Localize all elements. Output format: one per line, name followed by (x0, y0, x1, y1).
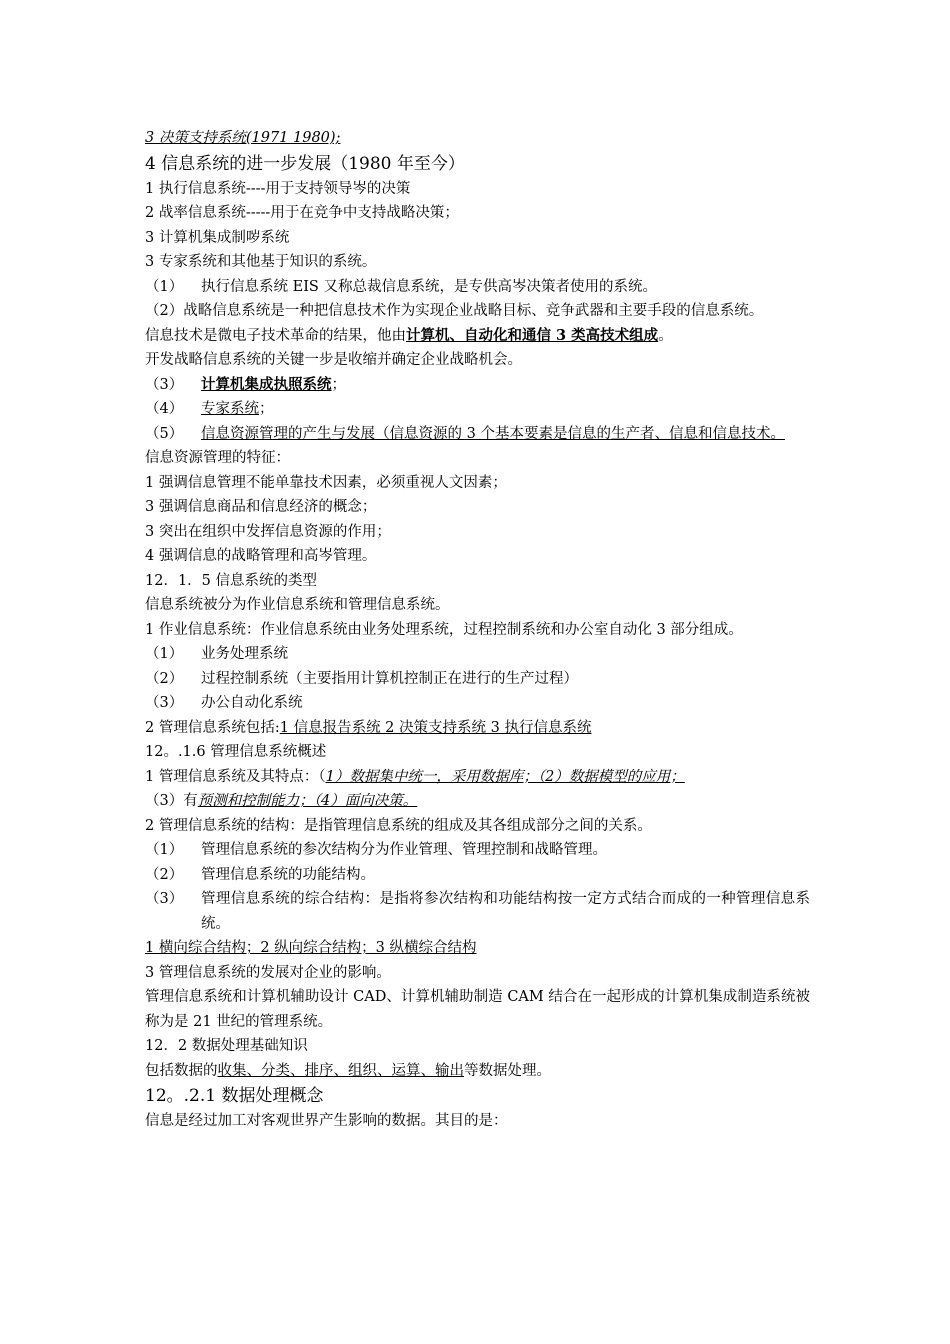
text-line (145, 642, 810, 667)
line-text: 3 专家系统和其他基于知识的系统。 (145, 254, 377, 270)
text-line (145, 765, 810, 790)
text-line (145, 299, 810, 324)
paragraph-text: （2）战略信息系统是一种把信息技术作为实现企业战略目标、竞争武器和主要手段的信息系统。 (145, 303, 764, 319)
line-text: 12。.2.1 数据处理概念 (145, 1086, 324, 1106)
line-text: 4 信息系统的进一步发展（1980 年至今） (145, 153, 465, 174)
text-line (145, 520, 810, 545)
list-item-text: 办公自动化系统 (201, 695, 303, 711)
line-text: 2 管理信息系统的结构：是指管理信息系统的组成及其各组成部分之间的关系。 (145, 817, 652, 834)
list-item-text: 过程控制系统（主要指用计算机控制正在进行的生产过程） (201, 670, 578, 687)
paragraph-text: 1 作业信息系统：作业信息系统由业务处理系统，过程控制系统和办公室自动化 3 部分组成。 (145, 621, 743, 638)
text-run: 计算机集成执照系统 (201, 375, 332, 393)
line-text: 12．1．5 信息系统的类型 (145, 572, 318, 589)
list-item-text: 管理信息系统的参次结构分为作业管理、管理控制和战略管理。 (201, 842, 607, 858)
text-line (145, 275, 810, 300)
list-item-text: 管理信息系统的综合结构：是指将参次结构和功能结构按一定方式结合而成的一种管理信息系统。 (201, 891, 810, 932)
text-run: 包括数据的 (145, 1062, 218, 1079)
text-line (145, 887, 810, 936)
list-number: （1） (145, 278, 184, 295)
text-line (145, 324, 810, 349)
paragraph-text: 管理信息系统和计算机辅助设计 CAD、计算机辅助制造 CAM 结合在一起形成的计算机集成制造系统被称为是 21 世纪的管理系统。 (145, 989, 810, 1030)
text-run: 专家系统 (201, 401, 259, 417)
text-line (145, 422, 810, 447)
text-line (145, 151, 810, 177)
text-line (145, 569, 810, 594)
line-text: 信息是经过加工对客观世界产生影响的数据。其目的是： (145, 1113, 508, 1129)
list-item-text (201, 397, 810, 422)
text-line (145, 348, 810, 373)
list-number: （3） (145, 376, 184, 393)
text-line (145, 177, 810, 202)
text-run: ； (259, 401, 274, 417)
text-line (145, 593, 810, 618)
text-run: （3）有 (145, 793, 198, 809)
line-text: 3 突出在组织中发挥信息资源的作用； (145, 523, 391, 540)
list-number: （2） (145, 670, 184, 687)
line-text: 信息系统被分为作业信息系统和管理信息系统。 (145, 597, 450, 613)
text-run: 1 信息报告系统 2 决策支持系统 3 执行信息系统 (279, 719, 592, 736)
text-run: 预测和控制能力；（4）面向决策。 (197, 793, 418, 809)
line-text: 2 战率信息系统-----用于在竞争中支持战略决策； (145, 205, 459, 221)
line-text: 12．2 数据处理基础知识 (145, 1038, 308, 1054)
line-text: 1 执行信息系统----用于支持领导岑的决策 (145, 180, 411, 197)
line-text: 4 强调信息的战略管理和高岑管理。 (145, 548, 377, 564)
text-run: ； (331, 376, 346, 393)
text-line (145, 373, 810, 398)
line-text: 1 横向综合结构；2 纵向综合结构；3 纵横综合结构 (145, 940, 477, 956)
text-run: 1）数据集中统一，采用数据库；（2）数据模型的应用； (325, 768, 685, 785)
text-line (145, 126, 810, 151)
list-number: （3） (145, 695, 184, 711)
text-line (145, 471, 810, 496)
line-text: 3 决策支持系统(1971 1980); (145, 130, 341, 146)
text-line (145, 691, 810, 716)
text-line (145, 789, 810, 814)
line-text: 3 管理信息系统的发展对企业的影响。 (145, 964, 391, 981)
list-item-text: 业务处理系统 (201, 646, 288, 662)
text-line (145, 1083, 810, 1109)
text-run: 收集、分类、排序、组织、运算、输出 (217, 1062, 464, 1079)
document-body (145, 126, 810, 1134)
list-item-text (201, 373, 810, 398)
list-item-text: 管理信息系统的功能结构。 (201, 866, 375, 883)
line-text: 开发战略信息系统的关键一步是收缩并确定企业战略机会。 (145, 352, 522, 368)
text-run: 。 (658, 327, 673, 344)
text-run: 计算机、自动化和通信 3 类高技术组成 (406, 326, 659, 344)
text-line (145, 495, 810, 520)
text-line (145, 961, 810, 986)
text-run: 信息技术是微电子技术革命的结果，他由 (145, 327, 406, 344)
list-item-text: 执行信息系统 EIS 又称总裁信息系统，是专供高岑决策者使用的系统。 (201, 278, 657, 295)
text-line (145, 814, 810, 839)
text-line (145, 250, 810, 275)
text-run: 2 管理信息系统包括: (145, 719, 280, 736)
list-number: （5） (145, 425, 184, 442)
text-line (145, 667, 810, 692)
text-run: 等数据处理。 (464, 1062, 551, 1079)
text-line (145, 936, 810, 961)
text-line (145, 863, 810, 888)
list-number: （1） (145, 842, 184, 858)
list-number: （1） (145, 646, 184, 662)
list-number: （4） (145, 401, 184, 417)
list-number: （2） (145, 866, 184, 883)
text-line (145, 397, 810, 422)
text-line (145, 226, 810, 251)
text-line (145, 985, 810, 1034)
text-line (145, 618, 810, 643)
line-text: 12。.1.6 管理信息系统概述 (145, 744, 327, 760)
text-line (145, 1109, 810, 1134)
text-line (145, 740, 810, 765)
list-number: （3） (145, 891, 184, 907)
text-line (145, 446, 810, 471)
text-line (145, 716, 810, 741)
line-text: 3 强调信息商品和信息经济的概念； (145, 499, 377, 515)
line-text: 3 计算机集成制哕系统 (145, 229, 290, 246)
text-line (145, 1059, 810, 1084)
text-line (145, 201, 810, 226)
list-item-text (201, 422, 810, 447)
line-text: 信息资源管理的特征： (145, 450, 290, 466)
text-run: 1 管理信息系统及其特点：（ (145, 768, 326, 785)
text-line (145, 1034, 810, 1059)
text-line (145, 838, 810, 863)
line-text: 1 强调信息管理不能单靠技术因素，必须重视人文因素； (145, 474, 507, 491)
text-line (145, 544, 810, 569)
text-run: 信息资源管理的产生与发展（信息资源的 3 个基本要素是信息的生产者、信息和信息技术。 (201, 425, 785, 442)
